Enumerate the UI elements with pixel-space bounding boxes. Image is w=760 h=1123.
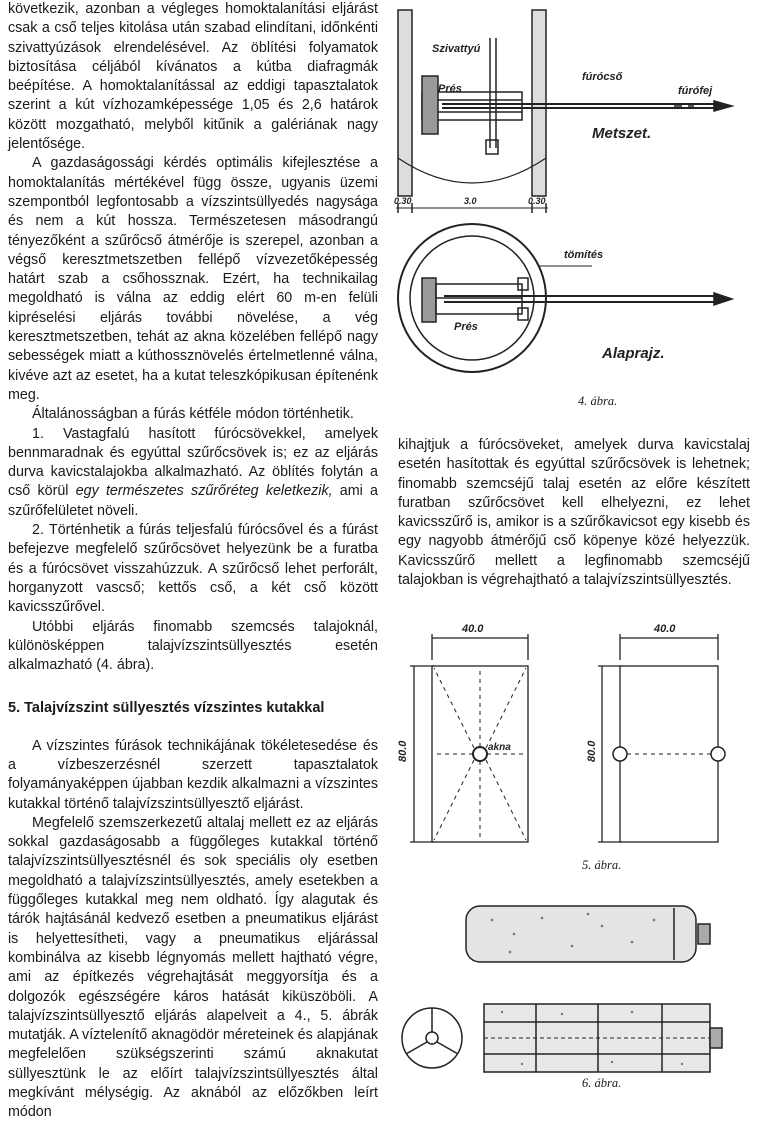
- paragraph: következik, azonban a végleges homoktalanítási eljárást csak a cső teljes kitolása után szabad elindítani, időnkénti szivattyúzások elrendelésével. Az öblítési folyamatok biztosítása céljából kívánatos a kútba diafragmák beépítése. A homoktalanítással az eddigi tapasztalatok szerint a kút vízhozamképessége 1,05 és 2,6 határok között mozgatható, melyből kitűnik a galériának nagy jelentősége.: [8, 1, 378, 153]
- section-number: 5.: [8, 700, 21, 717]
- left-text-column: [8, 0, 378, 1123]
- label-furofej: fúrófej: [678, 85, 713, 97]
- label-pres-bottom: Prés: [454, 321, 478, 333]
- figure-5-caption: 5. ábra.: [582, 858, 622, 872]
- dim-height-left: 80.0: [397, 740, 409, 762]
- dim-right: 0.30: [528, 196, 546, 206]
- label-alaprajz: Alaprajz.: [602, 345, 665, 362]
- paragraph: Utóbbi eljárás finomabb szemcsés talajoknál, különösképpen talajvízszintsüllyesztés esetén alkalmazható (4. ábra).: [8, 618, 378, 674]
- figure-6-svg: [392, 896, 754, 1076]
- label-pres-top: Prés: [438, 83, 462, 95]
- figure-4-caption: 4. ábra.: [578, 394, 618, 408]
- paragraph: kihajtjuk a fúrócsöveket, amelyek durva kavicstalaj esetén hasítottak és egyúttal szűrőcsövek is lehetnek; finomabb szemcséjű talaj esetén az előre készített furatban szűrőcsövet kell elhelyezni, ez lehet kavicsszűrő is, amikor is a szűrőkavicsot egy kisebb és egy nagyobb átmérőjű cső köpenye közé helyezzük. Kavicsszűrő mellett a legfinomabb szemcséjű talajokban is végrehajtható a talajvízszintsüllyesztés.: [398, 437, 750, 589]
- figure-4-diagram: [392, 8, 754, 380]
- dim-width-left: 40.0: [462, 623, 484, 635]
- label-akna: akna: [488, 742, 511, 753]
- dim-left: 0.30: [394, 196, 412, 206]
- paragraph: A gazdaságossági kérdés optimális kifejlesztése a homoktalanítás mértékével függ össze, ugyanis üzemi szempontból legfontosabb a vízszintsüllyedés nagysága és nem a kút hossza. Természetesen másodrangú tényezőként a szűrőcső átmérője is szerepel, azonban a végső keresztmetszetben fellépő vízvezetőképesség határt szab a csőhossznak. Ezért, ha technikailag megoldható is válna az eddig elért 60 m-en felüli kipréselési eljárás további növelése, a vég keresztmetszetben, tehát az akna közelében fellépő nagy sebességek miatt a kúthossznövelés értelmetlenné válna, kivéve azt az esetet, ha a kutat teleszkópikusan építenénk meg.: [8, 155, 378, 403]
- paragraph: A vízszintes fúrások technikájának tökéletesedése és a vízbeszerzésnél szerzett tapasztalatok folyamányaképpen újabban kezdik alkalmazni a vízszintes kutakkal történő talajvízszintsüllyesztő eljárást.: [8, 737, 378, 812]
- paragraph-method-1: 1. Vastagfalú hasított fúrócsövekkel, amelyek bennmaradnak és egyúttal szűrőcsövek is; ez az eljárás durva kavicstalajokba alkalmazható. Az öblítés folytán a cső körül egy természetes szűrőréteg keletkezik, ami a szűrőfelületet növeli.: [8, 425, 378, 519]
- section-title: Talajvízszint süllyesztés vízszintes kutakkal: [24, 700, 325, 717]
- dim-mid: 3.0: [464, 196, 477, 206]
- figure-4-svg: [392, 8, 754, 380]
- figure-5-diagram: [392, 616, 754, 856]
- figure-6-diagram: [392, 896, 754, 1076]
- paragraph-method-2: 2. Történhetik a fúrás teljesfalú fúrócsővel és a fúrást befejezve megfelelő szűrőcsövet helyezünk be a furatba és a fúrócsövet visszahúzzuk. A szűrőcső lehet perforált, horganyzott vascső; kettős cső, a két cső között kavicsszűrővel.: [8, 522, 378, 616]
- section-heading: [8, 699, 378, 718]
- label-metszet: Metszet.: [592, 125, 652, 142]
- emphasis: egy természetes szűrőréteg keletkezik,: [75, 483, 333, 500]
- label-tomites: tömítés: [564, 249, 604, 261]
- paragraph: Megfelelő szemszerkezetű altalaj mellett ez az eljárás sokkal gazdaságosabb a függőleges kutakkal történő talajvízszintsüllyesztésnél és sok speciális oly esetben megoldható a talajvízszintsüllyesztés, amely esetekben a függőleges kutakkal meg nem oldható. Így alagutak és tárók hajtásánál kedvező esetben a pneumatikus eljárást is helyettesítheti, vagy a pneumatikus eljárással kombinálva az kisebb légnyomás mellett hajtható végre, ami az építkezés végrehajtását meggyorsítja és a dolgozók egészségére káros hatását kiküszöböli. A talajvízszintsüllyesztő eljárás alapelveit a 4., 5. ábrák mutatják. A víztelenítő aknagödör méreteinek és alapjának megfelelően szükségszerinti számú aknakutat süllyesztünk le az előírt talajvízszintsüllyesztés által megkívánt mélységig. Az aknából az előzőkben leírt módon: [8, 814, 378, 1121]
- dim-width-right: 40.0: [654, 623, 676, 635]
- dim-height-right: 80.0: [586, 740, 598, 762]
- paragraph: Általánosságban a fúrás kétféle módon történhetik.: [32, 406, 354, 423]
- label-szivattyu: Szivattyú: [432, 43, 481, 55]
- figure-5-svg: [392, 616, 754, 856]
- figure-6-caption: 6. ábra.: [582, 1076, 622, 1090]
- right-text-column: [398, 436, 750, 590]
- label-furocso: fúrócső: [582, 71, 623, 83]
